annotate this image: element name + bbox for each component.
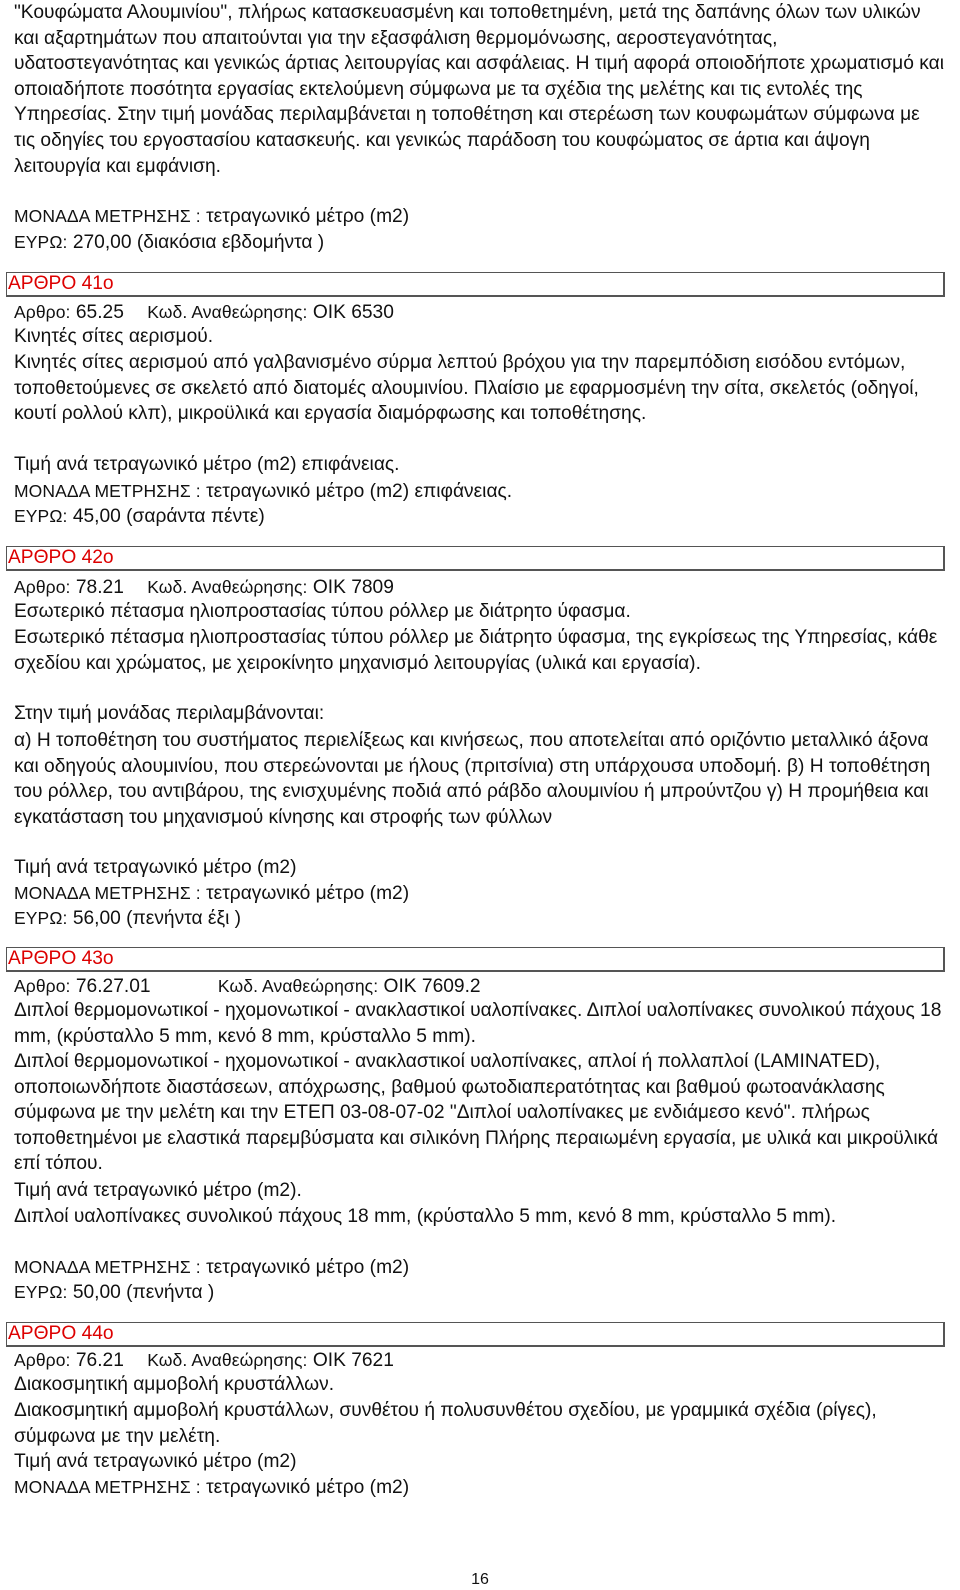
code-value: 78.21 xyxy=(75,577,124,598)
article-header-label: ΑΡΘΡΟ 43ο xyxy=(8,948,114,969)
unit-value: τετραγωνικό μέτρο (m2) xyxy=(206,1257,410,1278)
intro-unit-line xyxy=(14,204,409,229)
unit-value: τετραγωνικό μέτρο (m2) επιφάνειας. xyxy=(206,481,513,502)
extra-note: Διπλοί υαλοπίνακες συνολικού πάχους 18 mm, (κρύσταλλο 5 mm, κενό 8 mm, κρύσταλλο 5 mm). xyxy=(14,1206,837,1227)
price-note: Τιμή ανά τετραγωνικό μέτρο (m2) xyxy=(14,857,297,878)
article-code-line xyxy=(14,1348,394,1373)
rev-value: ΟΙΚ 7609.2 xyxy=(383,976,481,997)
code-value: 65.25 xyxy=(75,302,124,323)
article-unit-line xyxy=(14,881,409,906)
euro-value: 45,00 (σαράντα πέντε) xyxy=(72,506,265,527)
intro-euro-line xyxy=(14,230,324,255)
article-header xyxy=(6,947,945,972)
rev-label: Κωδ. Αναθεώρησης: xyxy=(217,976,379,996)
code-value: 76.21 xyxy=(75,1350,124,1371)
unit-value: τετραγωνικό μέτρο (m2) xyxy=(206,883,410,904)
article-unit-line xyxy=(14,1255,409,1280)
price-note: Τιμή ανά τετραγωνικό μέτρο (m2) επιφάνειας. xyxy=(14,454,400,475)
article-code-line xyxy=(14,300,394,325)
euro-value: 56,00 (πενήντα έξι ) xyxy=(72,908,242,929)
article-header xyxy=(6,272,945,297)
article-euro-line xyxy=(14,906,241,931)
article-code-line xyxy=(14,974,481,999)
page-number: 16 xyxy=(471,1571,489,1588)
article-header xyxy=(6,546,945,571)
article-unit-line xyxy=(14,1475,409,1500)
code-label: Αρθρο: xyxy=(14,1350,71,1370)
article-unit-line xyxy=(14,479,512,504)
price-note: Τιμή ανά τετραγωνικό μέτρο (m2) xyxy=(14,1451,297,1472)
code-label: Αρθρο: xyxy=(14,976,71,996)
euro-label: ΕΥΡΩ: xyxy=(14,1282,68,1302)
price-note: Τιμή ανά τετραγωνικό μέτρο (m2). xyxy=(14,1180,302,1201)
unit-label: ΜΟΝΑΔΑ ΜΕΤΡΗΣΗΣ : xyxy=(14,206,201,226)
code-value: 76.27.01 xyxy=(75,976,151,997)
article-description: Κινητές σίτες αερισμού από γαλβανισμένο σύρμα λεπτού βρόχου για την παρεμπόδιση εισόδου εντόμων, τοποθετούμενες σε σκελετό από διατομές αλουμινίου. Πλαίσιο με εφαρμοσμένη την σίτα, σκελετός (οδηγοί, κουτί ρολλού κλπ), μικροϋλικά και εργασία διαμόρφωσης και τοποθέτησης. xyxy=(14,352,919,425)
unit-label: ΜΟΝΑΔΑ ΜΕΤΡΗΣΗΣ : xyxy=(14,1477,201,1497)
article-header xyxy=(6,1322,945,1347)
article-short-title: Διακοσμητική αμμοβολή κρυστάλλων. xyxy=(14,1374,335,1395)
article-header-label: ΑΡΘΡΟ 41ο xyxy=(8,273,114,294)
unit-label: ΜΟΝΑΔΑ ΜΕΤΡΗΣΗΣ : xyxy=(14,883,201,903)
euro-label: ΕΥΡΩ: xyxy=(14,232,68,252)
rev-label: Κωδ. Αναθεώρησης: xyxy=(147,302,308,322)
rev-value: ΟΙΚ 7621 xyxy=(312,1350,394,1371)
article-header-label: ΑΡΘΡΟ 42ο xyxy=(8,547,114,568)
intro-paragraph: "Κουφώματα Αλουμινίου", πλήρως κατασκευασμένη και τοποθετημένη, μετά της δαπάνης όλων των υλικών και αξαρτημάτων που απαιτούνται για την εξασφάλιση θερμομόνωσης, αεροστεγανότητας, υδατοστεγανότητας και γενικώς άρτιας λειτουργίας και ασφάλειας. Η τιμή αφορά οποιοδήποτε χρωματισμό και οποιαδήποτε ποσότητα εργασίας εκτελούμενη σύμφωνα με τα σχέδια της μελέτης και τις εντολές της Υπηρεσίας. Στην τιμή μονάδας περιλαμβάνεται η τοποθέτηση και στερέωση των κουφωμάτων σύμφωνα με τις οδηγίες του εργοστασίου κατασκευής. και γενικώς παράδοση του κουφώματος σε άρτια και άψογη λειτουργία και εμφάνιση. xyxy=(14,2,944,177)
unit-label: ΜΟΝΑΔΑ ΜΕΤΡΗΣΗΣ : xyxy=(14,1257,201,1277)
article-euro-line xyxy=(14,1280,214,1305)
unit-value: τετραγωνικό μέτρο (m2) xyxy=(206,206,410,227)
euro-label: ΕΥΡΩ: xyxy=(14,506,68,526)
article-short-title: Κινητές σίτες αερισμού. xyxy=(14,326,214,347)
unit-label: ΜΟΝΑΔΑ ΜΕΤΡΗΣΗΣ : xyxy=(14,481,201,501)
euro-value: 270,00 (διακόσια εβδομήντα ) xyxy=(72,232,325,253)
article-code-line xyxy=(14,575,394,600)
euro-value: 50,00 (πενήντα ) xyxy=(72,1282,215,1303)
euro-label: ΕΥΡΩ: xyxy=(14,908,68,928)
rev-label: Κωδ. Αναθεώρησης: xyxy=(147,1350,308,1370)
code-label: Αρθρο: xyxy=(14,302,71,322)
article-description: Διακοσμητική αμμοβολή κρυστάλλων, συνθέτου ή πολυσυνθέτου σχεδίου, με γραμμικά σχέδια (ρίγες), σύμφωνα με την μελέτη. xyxy=(14,1400,877,1447)
code-label: Αρθρο: xyxy=(14,577,71,597)
rev-value: ΟΙΚ 7809 xyxy=(312,577,394,598)
includes-intro: Στην τιμή μονάδας περιλαμβάνονται: xyxy=(14,703,325,724)
rev-value: ΟΙΚ 6530 xyxy=(312,302,394,323)
rev-label: Κωδ. Αναθεώρησης: xyxy=(147,577,308,597)
article-short-title: Διπλοί θερμομονωτικοί - ηχομονωτικοί - ανακλαστικοί υαλοπίνακες. Διπλοί υαλοπίνακες συνολικού πάχους 18 mm, (κρύσταλλο 5 mm, κενό 8 mm, κρύσταλλο 5 mm). xyxy=(14,1000,942,1047)
article-short-title: Εσωτερικό πέτασμα ηλιοπροστασίας τύπου ρόλλερ με διάτρητο ύφασμα. xyxy=(14,601,631,622)
unit-value: τετραγωνικό μέτρο (m2) xyxy=(206,1477,410,1498)
article-euro-line xyxy=(14,504,265,529)
article-description: Εσωτερικό πέτασμα ηλιοπροστασίας τύπου ρόλλερ με διάτρητο ύφασμα, της εγκρίσεως της Υπηρεσίας, κάθε σχεδίου και χρώματος, με χειροκίνητο μηχανισμό λειτουργίας (υλικά και εργασία). xyxy=(14,627,938,674)
article-description: Διπλοί θερμομονωτικοί - ηχομονωτικοί - ανακλαστικοί υαλοπίνακες, απλοί ή πολλαπλοί (LAMINATED), οποποιωνδήποτε διαστάσεων, απόχρωσης, βαθμού φωτοδιαπερατότητας και βαθμού φωτοανάκλασης σύμφωνα με την μελέτη και την ΕΤΕΠ 03-08-07-02 "Διπλοί υαλοπίνακες με ενδιάμεσο κενό". πλήρως τοποθετημένοι με ελαστικά παρεμβύσματα και σιλικόνη Πλήρης περαιωμένη εργασία, με υλικά και μικροϋλικά επί τόπου. xyxy=(14,1051,939,1175)
article-header-label: ΑΡΘΡΟ 44ο xyxy=(8,1323,114,1344)
includes-text: α) Η τοποθέτηση του συστήματος περιελίξεως και κινήσεως, που αποτελείται από οριζόντιο μεταλλικό άξονα και οδηγούς αλουμινίου, που στερεώνονται με ήλους (πριτσίνια) στη υπάρχουσα υποδομή. β) Η τοποθέτηση του ρόλλερ, του αντιβάρου, της ενισχυμένης ποδιά από ράβδο αλουμινίου ή μπρούντζου γ) Η προμήθεια και εγκατάσταση του μηχανισμού κίνησης και στροφής των φύλλων xyxy=(14,730,931,828)
